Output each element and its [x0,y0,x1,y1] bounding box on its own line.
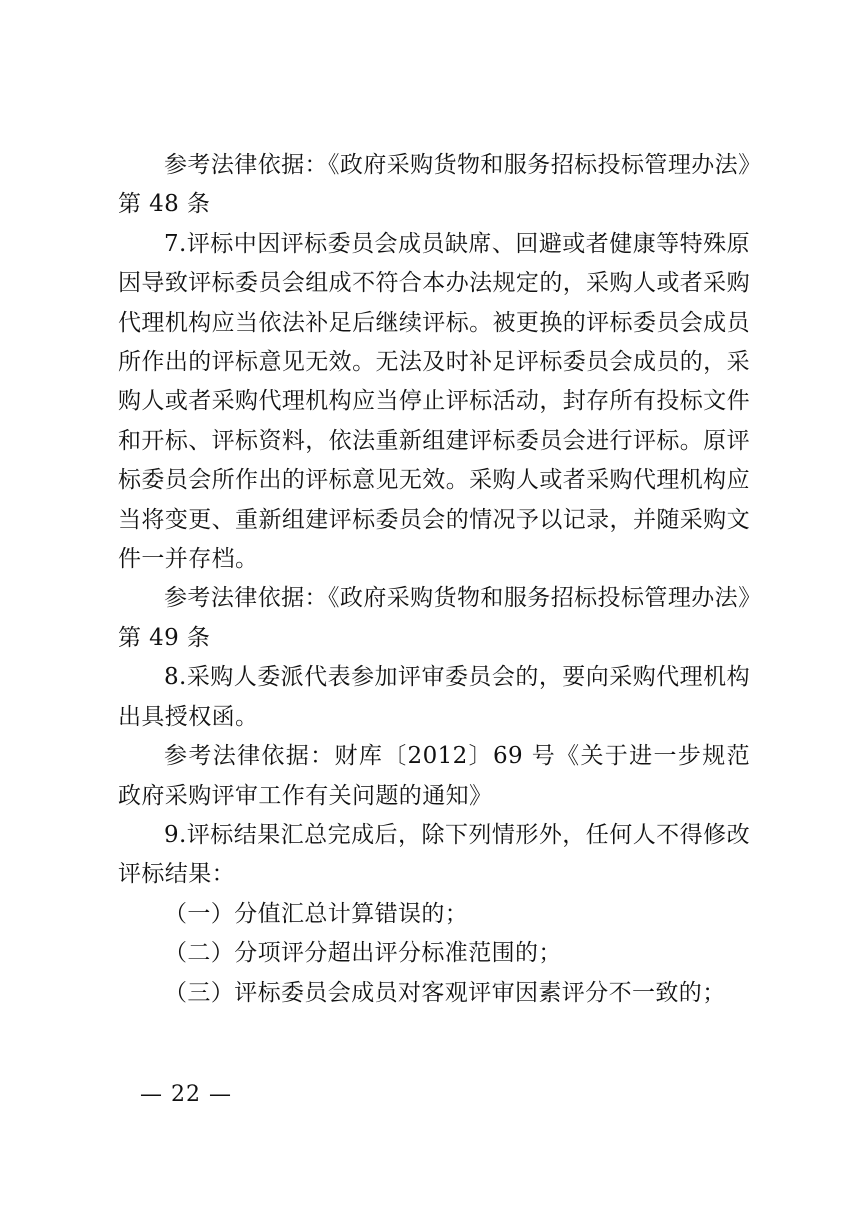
page-number: — 22 — [140,1082,232,1107]
document-body [118,146,750,1013]
paragraph-sub-item-2: （二）分项评分超出评分标准范围的； [164,940,562,967]
paragraph-item-9: 9.评标结果汇总完成后，除下列情形外，任何人不得修改评标结果： [118,821,750,888]
paragraph-item-7: 7.评标中因评标委员会成员缺席、回避或者健康等特殊原因导致评标委员会组成不符合本办法规定的，采购人或者采购代理机构应当依法补足后继续评标。被更换的评标委员会成员所作出的评标意见无效。无法及时补足评标委员会成员的，采购人或者采购代理机构应当停止评标活动，封存所有投标文件和开标、评标资料，依法重新组建评标委员会进行评标。原评标委员会所作出的评标意见无效。采购人或者采购代理机构应当将变更、重新组建评标委员会的情况予以记录，并随采购文件一并存档。 [118,230,750,573]
paragraph-sub-item-3: （三）评标委员会成员对客观评审因素评分不一致的； [164,979,726,1006]
paragraph-item-8: 8.采购人委派代表参加评审委员会的，要向采购代理机构出具授权函。 [118,664,750,730]
paragraph-legal-basis-notice: 参考法律依据：财库〔2012〕69 号《关于进一步规范政府采购评审工作有关问题的通知》 [118,743,750,809]
paragraph-sub-item-1: （一）分值汇总计算错误的； [164,900,469,927]
paragraph-legal-basis-48: 参考法律依据：《政府采购货物和服务招标投标管理办法》第 48 条 [118,152,750,218]
paragraph-legal-basis-49: 参考法律依据：《政府采购货物和服务招标投标管理办法》第 49 条 [118,585,750,651]
